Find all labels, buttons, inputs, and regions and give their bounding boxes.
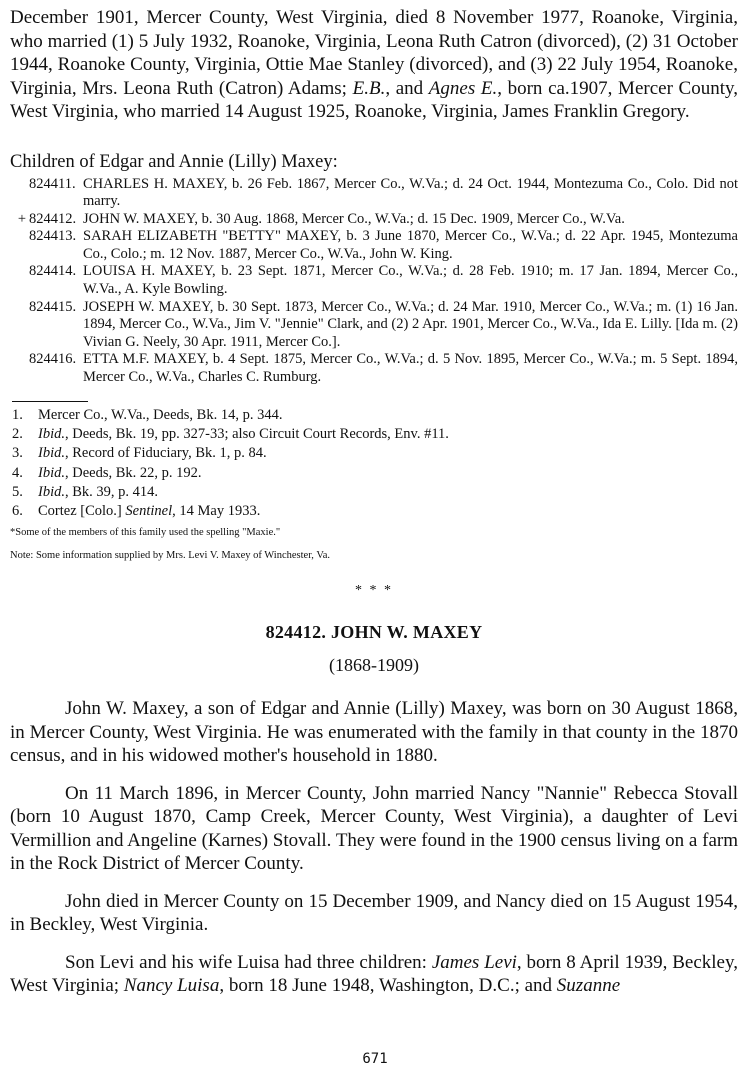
- section-dates: (1868-1909): [329, 655, 419, 676]
- children-list: [10, 176, 738, 387]
- footnote: [10, 406, 738, 425]
- intro-paragraph: [10, 6, 738, 124]
- footnote: [10, 502, 738, 521]
- child-entry: [10, 351, 738, 386]
- footnote-number: 3.: [12, 445, 23, 462]
- footnote-italic: Ibid.: [38, 464, 65, 481]
- footnote-number: 1.: [12, 406, 23, 423]
- child-entry: [10, 299, 738, 352]
- child-marker: +: [17, 210, 26, 227]
- footnote-text: Mercer Co., W.Va., Deeds, Bk. 14, p. 344.: [38, 406, 283, 423]
- child-name: Nancy Luisa: [123, 975, 220, 997]
- child-number: 824414.: [29, 263, 77, 280]
- footnote-text: , 14 May 1933.: [172, 503, 261, 520]
- footnote-italic: Sentinel: [125, 503, 173, 520]
- footnote-text: , Deeds, Bk. 19, pp. 327-33; also Circuit Court Records, Env. #11.: [64, 425, 449, 442]
- footnote-number: 2.: [12, 425, 23, 442]
- child-marker: [10, 263, 29, 298]
- body-paragraph: [10, 951, 738, 998]
- section-separator: * * *: [355, 583, 393, 599]
- paragraph-text: , born 8 April 1939, Beckley, West Virginia;: [10, 951, 738, 997]
- footnote-number: 4.: [12, 464, 23, 481]
- intro-text-3: , born ca.1907, Mercer County, West Virginia, who married 14 August 1925, Roanoke, Virginia, James Franklin Gregory.: [10, 77, 739, 122]
- footnote-italic: Ibid.: [38, 445, 65, 462]
- children-heading: Children of Edgar and Annie (Lilly) Maxey:: [10, 151, 338, 172]
- footnote-italic: Ibid.: [38, 483, 65, 500]
- child-number: 824412.: [29, 210, 77, 227]
- child-entry: [10, 263, 738, 298]
- footnote-number: 6.: [12, 503, 23, 520]
- footnote: [10, 444, 738, 463]
- footnote-italic: Ibid.: [38, 425, 65, 442]
- child-text: JOHN W. MAXEY, b. 30 Aug. 1868, Mercer Co., W.Va.; d. 15 Dec. 1909, Mercer Co., W.Va.: [83, 210, 625, 227]
- child-text: CHARLES H. MAXEY, b. 26 Feb. 1867, Mercer Co., W.Va.; d. 24 Oct. 1944, Montezuma Co., Colo. Did not marry.: [83, 175, 738, 210]
- child-name: Suzanne: [556, 975, 621, 997]
- intro-name-eb: E.B.: [352, 77, 386, 99]
- child-number: 824411.: [29, 175, 76, 192]
- footnote-rule: [12, 401, 88, 402]
- intro-text-1: December 1901, Mercer County, West Virginia, died 8 November 1977, Roanoke, Virginia, who married (1) 5 July 1932, Roanoke, Virginia, Leona Ruth Catron (divorced), (2) 31 October 1944, Roanoke County, Virginia, Ottie Mae Stanley (divorced), and (3) 22 July 1954, Roanoke, Virginia, Mrs. Leona Ruth (Catron) Adams;: [10, 7, 738, 99]
- section-title: 824412. JOHN W. MAXEY: [265, 622, 483, 643]
- footnote-text: Cortez [Colo.]: [38, 503, 126, 520]
- paragraph-text: , born 18 June 1948, Washington, D.C.; and: [219, 975, 557, 997]
- child-marker: [10, 228, 29, 263]
- child-marker: [10, 176, 29, 211]
- info-note: Note: Some information supplied by Mrs. Levi V. Maxey of Winchester, Va.: [10, 550, 331, 562]
- child-text: JOSEPH W. MAXEY, b. 30 Sept. 1873, Mercer Co., W.Va.; d. 24 Mar. 1910, Mercer Co., W.Va.; m. (1) 16 Jan. 1894, Mercer Co., W.Va., Jim V. "Jennie" Clark, and (2) 2 Apr. 1901, Mercer Co., W.Va., Ida E. Lilly. [Ida m. (2) Vivian G. Neely, 30 Apr. 1911, Mercer Co.].: [83, 298, 738, 350]
- child-text: SARAH ELIZABETH "BETTY" MAXEY, b. 3 June 1870, Mercer Co., W.Va.; d. 22 Apr. 1945, Montezuma Co., Colo.; m. 12 Nov. 1887, Mercer Co., W.Va., John W. King.: [83, 228, 738, 262]
- intro-name-agnes: Agnes E.: [428, 77, 498, 99]
- child-entry: [10, 228, 738, 263]
- child-marker: [10, 351, 29, 386]
- body-paragraph: On 11 March 1896, in Mercer County, John married Nancy "Nannie" Rebecca Stovall (born 10 August 1870, Camp Creek, Mercer County, West Virginia), a daughter of Levi Vermillion and Angeline (Karnes) Stovall. They were found in the 1900 census living on a farm in the Rock District of Mercer County.: [10, 782, 738, 875]
- body-paragraph: John W. Maxey, a son of Edgar and Annie (Lilly) Maxey, was born on 30 August 1868, in Mercer County, West Virginia. He was enumerated with the family in that county in the 1870 census, and in his widowed mother's household in 1880.: [10, 698, 738, 767]
- body-paragraph: John died in Mercer County on 15 December 1909, and Nancy died on 15 August 1954, in Beckley, West Virginia.: [10, 890, 738, 936]
- page-number: 671: [362, 1051, 388, 1067]
- footnote: [10, 464, 738, 483]
- child-entry: [10, 211, 738, 229]
- footnote-text: , Bk. 39, p. 414.: [64, 483, 159, 500]
- footnote: [10, 483, 738, 502]
- footnote-text: , Deeds, Bk. 22, p. 192.: [64, 464, 202, 481]
- spelling-note: *Some of the members of this family used the spelling "Maxie.": [10, 527, 281, 539]
- child-marker: [10, 299, 29, 352]
- document-page: [10, 6, 738, 998]
- child-name: James Levi: [431, 951, 517, 973]
- footnote-text: , Record of Fiduciary, Bk. 1, p. 84.: [64, 445, 267, 462]
- intro-text-2: , and: [385, 77, 429, 99]
- child-number: 824416.: [29, 351, 77, 368]
- child-text: LOUISA H. MAXEY, b. 23 Sept. 1871, Mercer Co., W.Va.; d. 28 Feb. 1910; m. 17 Jan. 1894, Mercer Co., W.Va., A. Kyle Bowling.: [83, 263, 738, 298]
- paragraph-text: Son Levi and his wife Luisa had three children:: [65, 951, 432, 973]
- child-number: 824413.: [29, 228, 77, 245]
- child-text: ETTA M.F. MAXEY, b. 4 Sept. 1875, Mercer Co., W.Va.; d. 5 Nov. 1895, Mercer Co., W.Va.; m. 5 Sept. 1894, Mercer Co., W.Va., Charles C. Rumburg.: [83, 351, 738, 386]
- footnote: [10, 425, 738, 444]
- child-number: 824415.: [29, 298, 77, 315]
- child-entry: [10, 176, 738, 211]
- footnotes: [10, 406, 738, 522]
- footnote-number: 5.: [12, 483, 23, 500]
